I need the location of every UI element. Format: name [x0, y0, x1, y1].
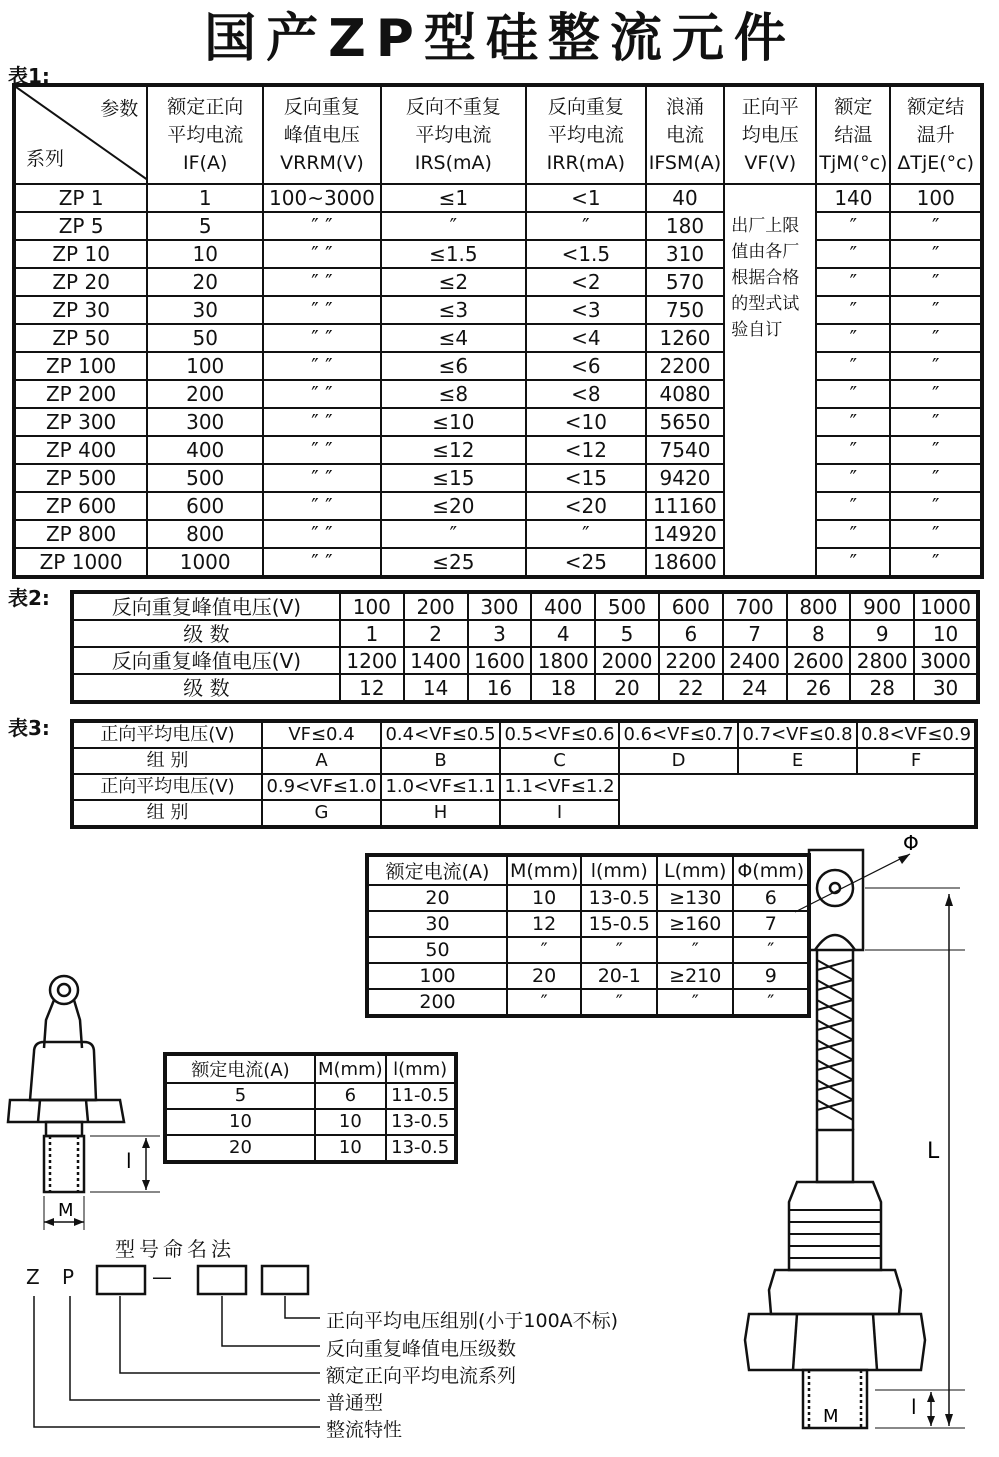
- table-cell: <1: [526, 184, 646, 212]
- table-cell: ≥160: [657, 911, 733, 937]
- table-cell: H: [381, 800, 500, 827]
- table-cell: 100: [890, 184, 982, 212]
- table-header: M(mm): [315, 1054, 386, 1083]
- table-cell: 100: [147, 352, 263, 380]
- table-cell: ″ ″: [263, 212, 381, 240]
- table-row: [14, 212, 982, 240]
- table-cell: 12: [507, 911, 581, 937]
- table-cell: 20-1: [581, 963, 657, 989]
- table-cell: 1600: [468, 647, 532, 674]
- table1-parameters: [12, 83, 984, 579]
- table-cell: ZP 600: [14, 492, 147, 520]
- table-cell: ≤2: [381, 268, 526, 296]
- table-cell: ″: [890, 212, 982, 240]
- table-cell: 20: [507, 963, 581, 989]
- table-cell: ZP 30: [14, 296, 147, 324]
- table-cell: <2: [526, 268, 646, 296]
- table-cell: ″: [890, 352, 982, 380]
- table1-label: 表1:: [8, 64, 50, 88]
- table-row: [72, 774, 976, 800]
- table-cell: 2000: [595, 647, 659, 674]
- table-cell: 18600: [646, 548, 724, 577]
- table-row: [72, 592, 978, 620]
- table-cell: ″ ″: [263, 296, 381, 324]
- table-cell: 1200: [340, 647, 404, 674]
- table-cell: 14: [404, 674, 468, 702]
- table-cell: 750: [646, 296, 724, 324]
- table-cell: ZP 10: [14, 240, 147, 268]
- table-cell: 20: [147, 268, 263, 296]
- table2-voltage-grades: [70, 590, 980, 704]
- table-header: l(mm): [581, 855, 657, 885]
- table-cell: ZP 100: [14, 352, 147, 380]
- table-cell: A: [262, 748, 381, 774]
- table-cell: ″: [816, 212, 890, 240]
- table-cell: 180: [646, 212, 724, 240]
- table-cell: ″: [733, 937, 809, 963]
- table-cell: ″: [816, 548, 890, 577]
- table-cell: ZP 1000: [14, 548, 147, 577]
- table-row: [14, 548, 982, 577]
- table-cell: ≤4: [381, 324, 526, 352]
- naming-box-current: [97, 1266, 145, 1294]
- table-cell: ≤3: [381, 296, 526, 324]
- table-row: [14, 268, 982, 296]
- table-cell: 18: [531, 674, 595, 702]
- small-rectifier-drawing: [0, 960, 170, 1250]
- table3-label: 表3:: [8, 716, 50, 740]
- header-irs: 反向不重复 平均电流 IRS(mA): [381, 85, 526, 184]
- table-cell: 10: [914, 620, 978, 647]
- table-cell: ≥210: [657, 963, 733, 989]
- table5-small-dimensions: [163, 1052, 458, 1164]
- table-cell: ZP 500: [14, 464, 147, 492]
- naming-box-voltage-grade: [198, 1266, 246, 1294]
- table-cell: ″ ″: [263, 268, 381, 296]
- table-cell: E: [738, 748, 857, 774]
- table-cell: ZP 1: [14, 184, 147, 212]
- table-row: [72, 647, 978, 674]
- table-cell: 30: [147, 296, 263, 324]
- table-cell: ≤12: [381, 436, 526, 464]
- table-header: 额定电流(A): [367, 855, 507, 885]
- table-cell: 9: [733, 963, 809, 989]
- table-cell: ″: [507, 937, 581, 963]
- table-cell: ″ ″: [263, 324, 381, 352]
- table-cell: 1000: [147, 548, 263, 577]
- table-cell: 11-0.5: [386, 1083, 456, 1109]
- table-cell: 400: [531, 592, 595, 620]
- table-row: [72, 721, 976, 748]
- table-cell: 24: [723, 674, 787, 702]
- table-cell: <12: [526, 436, 646, 464]
- header-vrrm: 反向重复 峰值电压 VRRM(V): [263, 85, 381, 184]
- table-cell: 1000: [914, 592, 978, 620]
- table-cell: ″: [816, 324, 890, 352]
- table-cell: ZP 20: [14, 268, 147, 296]
- table-cell: 20: [165, 1135, 315, 1162]
- table-cell: 5: [147, 212, 263, 240]
- header-tjm: 额定 结温 TjM(°c): [816, 85, 890, 184]
- table-row: [14, 184, 982, 212]
- table-header: L(mm): [657, 855, 733, 885]
- table-cell: 50: [367, 937, 507, 963]
- table-row: [165, 1135, 456, 1162]
- large-dim-m: M: [823, 1406, 839, 1427]
- table-cell: ″: [657, 989, 733, 1016]
- table-row: [14, 520, 982, 548]
- table-cell: 1400: [404, 647, 468, 674]
- table-cell: 100: [340, 592, 404, 620]
- table-cell: ≤15: [381, 464, 526, 492]
- table-row: [72, 620, 978, 647]
- table-cell: G: [262, 800, 381, 827]
- table-row: [14, 380, 982, 408]
- header-delta-tje: 额定结 温升 ΔTjE(°c): [890, 85, 982, 184]
- table-cell: 10: [315, 1109, 386, 1135]
- table-cell: 30: [367, 911, 507, 937]
- table-cell: ″ ″: [263, 240, 381, 268]
- table-cell: 6: [733, 885, 809, 911]
- corner-param-label: 参数: [100, 98, 139, 120]
- table-cell: 级 数: [72, 620, 340, 647]
- table2-label: 表2:: [8, 586, 50, 610]
- table-header: M(mm): [507, 855, 581, 885]
- table-row: [165, 1083, 456, 1109]
- table-row: [14, 408, 982, 436]
- table-cell: ″: [816, 436, 890, 464]
- table-cell: ″ ″: [263, 492, 381, 520]
- table-cell: 13-0.5: [581, 885, 657, 911]
- table-cell: 20: [595, 674, 659, 702]
- table-cell: 400: [147, 436, 263, 464]
- header-ifsm: 浪涌 电流 IFSM(A): [646, 85, 724, 184]
- table-cell: ZP 5: [14, 212, 147, 240]
- table-cell: <1.5: [526, 240, 646, 268]
- table-cell: 5: [165, 1083, 315, 1109]
- table-cell: 1: [147, 184, 263, 212]
- table-cell: 1800: [531, 647, 595, 674]
- table-cell: ″: [657, 937, 733, 963]
- table-cell: 3: [468, 620, 532, 647]
- table-row: [14, 296, 982, 324]
- table-cell: 4080: [646, 380, 724, 408]
- table-cell: 0.4<VF≤0.5: [381, 721, 500, 748]
- table-cell: 0.9<VF≤1.0: [262, 774, 381, 800]
- table-cell: I: [500, 800, 619, 827]
- table-cell: 570: [646, 268, 724, 296]
- table-cell: 30: [914, 674, 978, 702]
- table-cell: ″: [381, 520, 526, 548]
- table-cell: 2: [404, 620, 468, 647]
- table-cell: 组 别: [72, 800, 262, 827]
- table-cell: 100: [367, 963, 507, 989]
- naming-diagram: [0, 1260, 340, 1450]
- table-cell: 7540: [646, 436, 724, 464]
- table-cell: 20: [367, 885, 507, 911]
- table3-vf-groups: [70, 719, 978, 829]
- table-cell: ≤10: [381, 408, 526, 436]
- table-cell: 9: [850, 620, 914, 647]
- table-cell: 2200: [646, 352, 724, 380]
- table-cell: ″: [581, 937, 657, 963]
- table-cell: 700: [723, 592, 787, 620]
- table-cell: 7: [723, 620, 787, 647]
- table-cell: 6: [659, 620, 723, 647]
- table-cell: 900: [850, 592, 914, 620]
- table-row: [14, 324, 982, 352]
- table1-corner-header: [14, 85, 147, 184]
- table-cell: 组 别: [72, 748, 262, 774]
- naming-item-voltage-grade: 反向重复峰值电压级数: [326, 1338, 517, 1360]
- table-cell: 50: [147, 324, 263, 352]
- table-cell: ″: [816, 296, 890, 324]
- table-row: [14, 352, 982, 380]
- table-cell: ZP 800: [14, 520, 147, 548]
- table-cell: ≤1.5: [381, 240, 526, 268]
- vf-note: 出厂上限值由各厂根据合格的型式试验自订: [724, 184, 816, 577]
- header-vf: 正向平 均电压 VF(V): [724, 85, 816, 184]
- table3-empty-area: [619, 774, 976, 827]
- table-cell: 800: [787, 592, 851, 620]
- table-cell: 1.1<VF≤1.2: [500, 774, 619, 800]
- table-cell: F: [857, 748, 976, 774]
- table-cell: 正向平均电压(V): [72, 774, 262, 800]
- table-cell: ″: [890, 240, 982, 268]
- table-cell: 4: [531, 620, 595, 647]
- table-cell: 5650: [646, 408, 724, 436]
- large-dim-L: L: [927, 1139, 940, 1164]
- large-rectifier-drawing: [735, 830, 975, 1440]
- table-cell: ≤6: [381, 352, 526, 380]
- table-cell: 6: [315, 1083, 386, 1109]
- table-header: Φ(mm): [733, 855, 809, 885]
- table-row: [14, 492, 982, 520]
- table-cell: ″ ″: [263, 464, 381, 492]
- table-cell: ″ ″: [263, 352, 381, 380]
- table-row: [14, 464, 982, 492]
- table-cell: 140: [816, 184, 890, 212]
- table-cell: 12: [340, 674, 404, 702]
- table-header: 额定电流(A): [165, 1054, 315, 1083]
- table-cell: 500: [595, 592, 659, 620]
- table-cell: 2800: [850, 647, 914, 674]
- table-cell: ≤20: [381, 492, 526, 520]
- naming-item-rectifier: 整流特性: [326, 1419, 403, 1441]
- table-cell: ″: [816, 380, 890, 408]
- table-cell: ZP 50: [14, 324, 147, 352]
- table-cell: ″: [816, 240, 890, 268]
- table-cell: ZP 200: [14, 380, 147, 408]
- table-cell: 反向重复峰值电压(V): [72, 592, 340, 620]
- table-cell: ≥130: [657, 885, 733, 911]
- table-cell: 3000: [914, 647, 978, 674]
- table-cell: <8: [526, 380, 646, 408]
- table-cell: ″: [381, 212, 526, 240]
- table-cell: 8: [787, 620, 851, 647]
- table-cell: ″: [816, 268, 890, 296]
- table-row: [14, 240, 982, 268]
- corner-series-label: 系列: [26, 148, 65, 170]
- table-cell: 28: [850, 674, 914, 702]
- table-cell: 600: [659, 592, 723, 620]
- table-cell: 13-0.5: [386, 1135, 456, 1162]
- table-cell: ″: [890, 324, 982, 352]
- page-title: 国产ZP型硅整流元件: [204, 9, 796, 69]
- table-cell: ″: [890, 380, 982, 408]
- table-cell: <3: [526, 296, 646, 324]
- table-cell: 级 数: [72, 674, 340, 702]
- table-cell: ″: [816, 492, 890, 520]
- table-cell: ″: [507, 989, 581, 1016]
- table-cell: ″: [890, 464, 982, 492]
- table-cell: B: [381, 748, 500, 774]
- table-cell: ″: [816, 464, 890, 492]
- naming-item-vf-group: 正向平均电压组别(小于100A不标): [326, 1310, 619, 1332]
- table-cell: 200: [404, 592, 468, 620]
- naming-item-current-series: 额定正向平均电流系列: [326, 1365, 517, 1387]
- table-cell: 100~3000: [263, 184, 381, 212]
- table-cell: 500: [147, 464, 263, 492]
- table-cell: ″ ″: [263, 436, 381, 464]
- table-cell: ″ ″: [263, 520, 381, 548]
- table-cell: ≤8: [381, 380, 526, 408]
- table-cell: 10: [147, 240, 263, 268]
- table-cell: 1: [340, 620, 404, 647]
- table-cell: 7: [733, 911, 809, 937]
- table-cell: 10: [507, 885, 581, 911]
- table-cell: ″: [816, 408, 890, 436]
- table-cell: 11160: [646, 492, 724, 520]
- table-header: l(mm): [386, 1054, 456, 1083]
- table-cell: ″ ″: [263, 548, 381, 577]
- table-cell: 0.6<VF≤0.7: [619, 721, 738, 748]
- table-cell: ″: [816, 352, 890, 380]
- table-cell: 0.7<VF≤0.8: [738, 721, 857, 748]
- table-cell: ″: [890, 520, 982, 548]
- table-cell: 1.0<VF≤1.1: [381, 774, 500, 800]
- naming-z: Z: [26, 1265, 40, 1289]
- table-cell: 反向重复峰值电压(V): [72, 647, 340, 674]
- table-cell: ″ ″: [263, 408, 381, 436]
- table-cell: ″ ″: [263, 380, 381, 408]
- large-dim-l: l: [911, 1395, 917, 1419]
- table-cell: ZP 400: [14, 436, 147, 464]
- table-cell: ″: [581, 989, 657, 1016]
- table-cell: C: [500, 748, 619, 774]
- naming-box-vf-group: [262, 1266, 308, 1294]
- table-cell: 310: [646, 240, 724, 268]
- header-irr: 反向重复 平均电流 IRR(mA): [526, 85, 646, 184]
- table-cell: 2400: [723, 647, 787, 674]
- table-cell: 0.5<VF≤0.6: [500, 721, 619, 748]
- small-dim-m: M: [58, 1200, 74, 1221]
- table-cell: ″: [890, 408, 982, 436]
- table-row: [72, 674, 978, 702]
- table-cell: 300: [468, 592, 532, 620]
- table-cell: 1260: [646, 324, 724, 352]
- table-cell: 2600: [787, 647, 851, 674]
- table-cell: 10: [315, 1135, 386, 1162]
- table-cell: ″: [890, 296, 982, 324]
- table-cell: 10: [165, 1109, 315, 1135]
- table-cell: ″: [890, 268, 982, 296]
- table-cell: 13-0.5: [386, 1109, 456, 1135]
- naming-dash: —: [152, 1265, 172, 1289]
- small-dim-l: l: [126, 1149, 132, 1173]
- table-cell: ″: [816, 520, 890, 548]
- table-cell: 200: [147, 380, 263, 408]
- naming-p: P: [62, 1265, 75, 1289]
- table-cell: <20: [526, 492, 646, 520]
- table-cell: ″: [526, 520, 646, 548]
- table-cell: <25: [526, 548, 646, 577]
- table-cell: 600: [147, 492, 263, 520]
- table-cell: ″: [733, 989, 809, 1016]
- table-cell: 40: [646, 184, 724, 212]
- table-cell: 15-0.5: [581, 911, 657, 937]
- table-cell: ″: [526, 212, 646, 240]
- table-cell: D: [619, 748, 738, 774]
- table-cell: VF≤0.4: [262, 721, 381, 748]
- table-cell: <4: [526, 324, 646, 352]
- table-cell: ZP 300: [14, 408, 147, 436]
- header-if: 额定正向 平均电流 IF(A): [147, 85, 263, 184]
- table-cell: 2200: [659, 647, 723, 674]
- table-row: [165, 1109, 456, 1135]
- table-cell: 26: [787, 674, 851, 702]
- table-cell: ″: [890, 436, 982, 464]
- table-cell: 300: [147, 408, 263, 436]
- table-cell: ″: [890, 548, 982, 577]
- table-cell: 16: [468, 674, 532, 702]
- table-cell: 9420: [646, 464, 724, 492]
- table-cell: <6: [526, 352, 646, 380]
- table-cell: 800: [147, 520, 263, 548]
- table-cell: 200: [367, 989, 507, 1016]
- table-cell: ″: [890, 492, 982, 520]
- naming-title: 型号命名法: [115, 1237, 235, 1261]
- table-row: [72, 748, 976, 774]
- table-cell: <10: [526, 408, 646, 436]
- table-cell: ≤1: [381, 184, 526, 212]
- naming-item-general-type: 普通型: [326, 1392, 384, 1414]
- table-cell: 5: [595, 620, 659, 647]
- table-cell: <15: [526, 464, 646, 492]
- table-row: [14, 436, 982, 464]
- table-cell: 0.8<VF≤0.9: [857, 721, 976, 748]
- table-cell: ≤25: [381, 548, 526, 577]
- table-cell: 22: [659, 674, 723, 702]
- large-dim-phi: Φ: [903, 831, 919, 855]
- table-cell: 正向平均电压(V): [72, 721, 262, 748]
- table-cell: 14920: [646, 520, 724, 548]
